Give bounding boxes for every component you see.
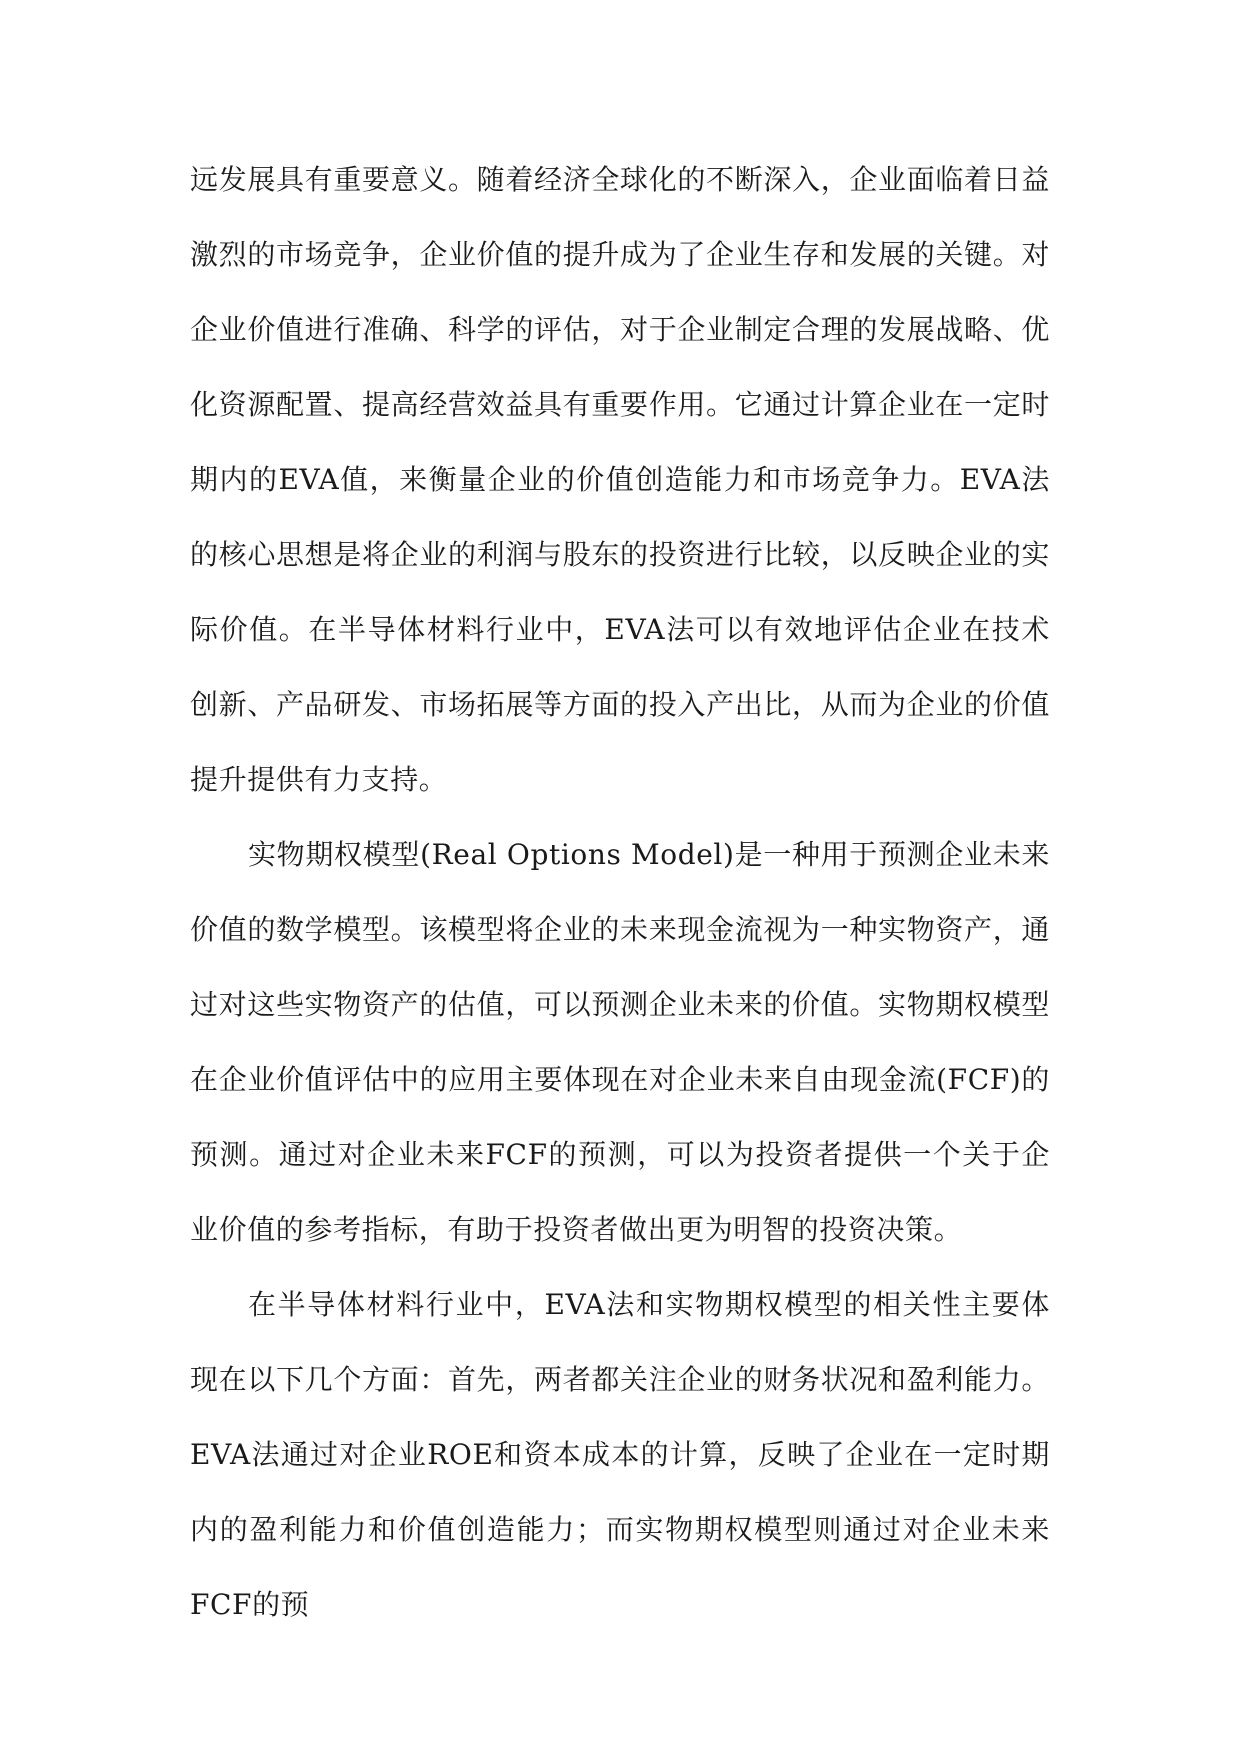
paragraph-real-options-model: 实物期权模型(Real Options Model)是一种用于预测企业未来价值的数学模型。该模型将企业的未来现金流视为一种实物资产，通过对这些实物资产的估值，可以预测企业未来的价值。实物期权模型在企业价值评估中的应用主要体现在对企业未来自由现金流(FCF)的预测。通过对企业未来FCF的预测，可以为投资者提供一个关于企业价值的参考指标，有助于投资者做出更为明智的投资决策。 (190, 838, 1050, 1246)
document-body (190, 142, 1050, 1642)
paragraph-correlation: 在半导体材料行业中，EVA法和实物期权模型的相关性主要体现在以下几个方面：首先，两者都关注企业的财务状况和盈利能力。EVA法通过对企业ROE和资本成本的计算，反映了企业在一定时期内的盈利能力和价值创造能力；而实物期权模型则通过对企业未来FCF的预 (190, 1288, 1050, 1621)
paragraph-eva-continuation: 远发展具有重要意义。随着经济全球化的不断深入，企业面临着日益激烈的市场竞争，企业价值的提升成为了企业生存和发展的关键。对企业价值进行准确、科学的评估，对于企业制定合理的发展战略、优化资源配置、提高经营效益具有重要作用。它通过计算企业在一定时期内的EVA值，来衡量企业的价值创造能力和市场竞争力。EVA法的核心思想是将企业的利润与股东的投资进行比较，以反映企业的实际价值。在半导体材料行业中，EVA法可以有效地评估企业在技术创新、产品研发、市场拓展等方面的投入产出比，从而为企业的价值提升提供有力支持。 (190, 163, 1050, 796)
